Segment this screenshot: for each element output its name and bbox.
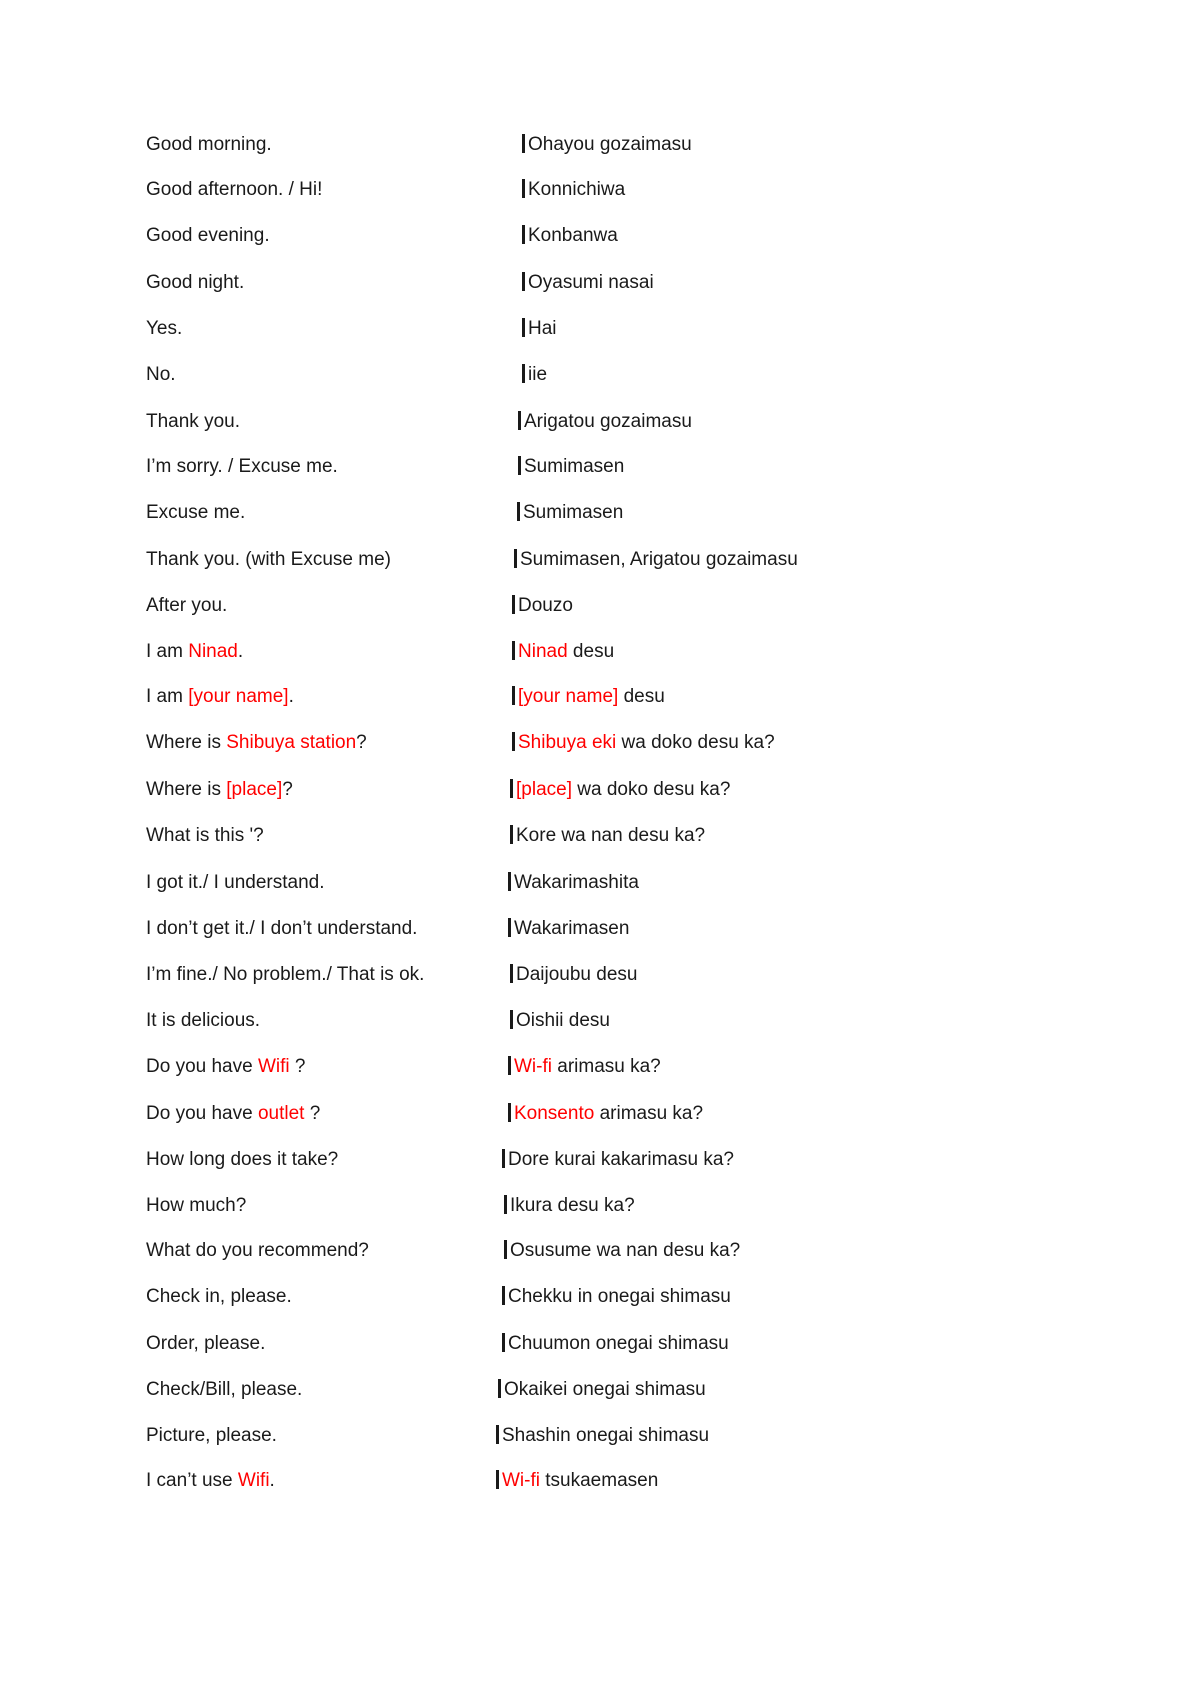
separator-bar — [508, 1056, 511, 1075]
phrase-row — [146, 1008, 1106, 1034]
english-phrase — [146, 223, 270, 249]
separator-bar — [512, 595, 515, 614]
phrase-text: Good morning. — [146, 134, 272, 155]
english-phrase — [146, 1008, 260, 1034]
phrase-row — [146, 1101, 1106, 1127]
phrase-text: Arigatou gozaimasu — [524, 411, 692, 432]
phrase-row — [146, 270, 1106, 296]
english-phrase — [146, 409, 240, 435]
phrase-row — [146, 1193, 1106, 1219]
english-phrase — [146, 362, 176, 388]
phrase-text: I am — [146, 641, 189, 662]
highlighted-term: [place] — [226, 779, 283, 800]
separator-bar — [522, 134, 525, 153]
phrase-text: Where is — [146, 779, 227, 800]
japanese-phrase — [512, 593, 573, 619]
japanese-phrase — [522, 132, 692, 158]
separator-bar — [502, 1286, 505, 1305]
phrase-row — [146, 777, 1106, 803]
separator-bar — [496, 1470, 499, 1489]
phrase-text: Good night. — [146, 272, 245, 293]
phrase-text: arimasu ka? — [551, 1056, 661, 1077]
english-phrase — [146, 916, 417, 942]
phrase-text: Chekku in onegai shimasu — [508, 1286, 731, 1307]
phrase-text: ? — [289, 1056, 306, 1077]
phrase-text: arimasu ka? — [594, 1103, 704, 1124]
japanese-phrase — [504, 1238, 740, 1264]
phrase-row — [146, 1284, 1106, 1310]
phrase-text: Konbanwa — [528, 225, 618, 246]
phrase-text: wa doko desu ka? — [616, 732, 775, 753]
english-phrase — [146, 454, 338, 480]
phrase-row — [146, 316, 1106, 342]
phrase-text: Wakarimasen — [514, 918, 630, 939]
japanese-phrase — [518, 454, 624, 480]
english-phrase — [146, 639, 243, 665]
phrase-text: desu — [618, 686, 665, 707]
phrase-text: Check/Bill, please. — [146, 1379, 303, 1400]
phrase-text: Hai — [528, 318, 557, 339]
english-phrase — [146, 1193, 246, 1219]
phrase-text: Good afternoon. / Hi! — [146, 179, 323, 200]
phrase-text: No. — [146, 364, 176, 385]
phrase-text: Oyasumi nasai — [528, 272, 654, 293]
phrase-text: Excuse me. — [146, 502, 246, 523]
phrase-text: I’m fine./ No problem./ That is ok. — [146, 964, 425, 985]
phrase-text: Kore wa nan desu ka? — [516, 825, 706, 846]
separator-bar — [517, 502, 520, 521]
phrase-row — [146, 870, 1106, 896]
english-phrase — [146, 730, 367, 756]
english-phrase — [146, 1468, 275, 1494]
phrase-text: Picture, please. — [146, 1425, 277, 1446]
phrase-text: Do you have — [146, 1103, 258, 1124]
japanese-phrase — [512, 684, 665, 710]
phrase-text: Daijoubu desu — [516, 964, 638, 985]
phrase-text: . — [237, 641, 244, 662]
phrase-text: Osusume wa nan desu ka? — [510, 1240, 741, 1261]
phrase-row — [146, 1147, 1106, 1173]
japanese-phrase — [522, 270, 654, 296]
english-phrase — [146, 1147, 338, 1173]
japanese-phrase — [508, 1101, 703, 1127]
english-phrase — [146, 1238, 369, 1264]
english-phrase — [146, 547, 391, 573]
phrase-text: desu — [567, 641, 615, 662]
separator-bar — [510, 1010, 513, 1029]
phrase-text: After you. — [146, 595, 228, 616]
phrase-text: Sumimasen — [523, 502, 624, 523]
highlighted-term: Ninad — [188, 641, 238, 662]
phrase-text: I am — [146, 686, 189, 707]
english-phrase — [146, 1054, 305, 1080]
english-phrase — [146, 270, 244, 296]
phrase-text: I can’t use — [146, 1470, 238, 1491]
japanese-phrase — [514, 547, 798, 573]
english-phrase — [146, 870, 325, 896]
phrase-row — [146, 962, 1106, 988]
separator-bar — [498, 1379, 501, 1398]
japanese-phrase — [522, 362, 547, 388]
separator-bar — [518, 456, 521, 475]
highlighted-term: [your name] — [518, 686, 619, 707]
separator-bar — [512, 732, 515, 751]
japanese-phrase — [510, 1008, 610, 1034]
highlighted-term: Wi-fi — [502, 1470, 540, 1491]
japanese-phrase — [502, 1147, 734, 1173]
japanese-phrase — [496, 1423, 709, 1449]
phrase-text: How long does it take? — [146, 1149, 339, 1170]
english-phrase — [146, 177, 322, 203]
japanese-phrase — [508, 916, 629, 942]
phrase-text: Okaikei onegai shimasu — [504, 1379, 706, 1400]
phrase-row — [146, 1238, 1106, 1264]
english-phrase — [146, 684, 294, 710]
highlighted-term: Wifi — [257, 1056, 290, 1077]
phrase-text: I’m sorry. / Excuse me. — [146, 456, 338, 477]
phrase-text: Good evening. — [146, 225, 270, 246]
phrase-text: Do you have — [146, 1056, 258, 1077]
phrase-row — [146, 1423, 1106, 1449]
japanese-phrase — [522, 177, 625, 203]
phrase-text: Thank you. (with Excuse me) — [146, 549, 391, 570]
phrase-row — [146, 823, 1106, 849]
separator-bar — [502, 1333, 505, 1352]
phrase-text: Chuumon onegai shimasu — [508, 1333, 729, 1354]
japanese-phrase — [512, 730, 775, 756]
phrase-row — [146, 409, 1106, 435]
phrase-text: iie — [528, 364, 548, 385]
highlighted-term: Ninad — [518, 641, 568, 662]
separator-bar — [510, 964, 513, 983]
highlighted-term: Shibuya station — [226, 732, 357, 753]
phrase-row — [146, 132, 1106, 158]
phrase-row — [146, 454, 1106, 480]
japanese-phrase — [508, 870, 639, 896]
separator-bar — [518, 411, 521, 430]
separator-bar — [522, 179, 525, 198]
phrase-row — [146, 1468, 1106, 1494]
phrase-text: Wakarimashita — [514, 872, 639, 893]
separator-bar — [510, 825, 513, 844]
separator-bar — [502, 1149, 505, 1168]
phrase-row — [146, 639, 1106, 665]
phrase-text: ? — [282, 779, 293, 800]
phrase-text: It is delicious. — [146, 1010, 261, 1031]
phrase-text: Oishii desu — [516, 1010, 610, 1031]
phrase-row — [146, 684, 1106, 710]
phrase-text: Dore kurai kakarimasu ka? — [508, 1149, 734, 1170]
highlighted-term: [place] — [516, 779, 572, 800]
english-phrase — [146, 1377, 302, 1403]
separator-bar — [510, 779, 513, 798]
highlighted-term: Wifi — [237, 1470, 270, 1491]
phrase-text: Konnichiwa — [528, 179, 626, 200]
phrase-row — [146, 1331, 1106, 1357]
separator-bar — [522, 225, 525, 244]
english-phrase — [146, 316, 182, 342]
separator-bar — [512, 686, 515, 705]
highlighted-term: Shibuya eki — [518, 732, 617, 753]
separator-bar — [504, 1195, 507, 1214]
phrase-text: Where is — [146, 732, 227, 753]
english-phrase — [146, 777, 293, 803]
phrase-text: tsukaemasen — [539, 1470, 659, 1491]
japanese-phrase — [510, 823, 705, 849]
english-phrase — [146, 500, 245, 526]
phrase-row — [146, 500, 1106, 526]
japanese-phrase — [518, 409, 692, 435]
japanese-phrase — [510, 777, 730, 803]
separator-bar — [522, 318, 525, 337]
japanese-phrase — [510, 962, 637, 988]
japanese-phrase — [502, 1331, 729, 1357]
english-phrase — [146, 593, 227, 619]
phrase-text: Thank you. — [146, 411, 240, 432]
english-phrase — [146, 1284, 292, 1310]
highlighted-term: Wi-fi — [514, 1056, 552, 1077]
phrase-text: What is this '? — [146, 825, 264, 846]
phrase-row — [146, 362, 1106, 388]
phrase-row — [146, 593, 1106, 619]
separator-bar — [496, 1425, 499, 1444]
phrase-text: . — [288, 686, 294, 707]
highlighted-term: [your name] — [188, 686, 289, 707]
phrase-text: Yes. — [146, 318, 183, 339]
phrase-text: I got it./ I understand. — [146, 872, 325, 893]
separator-bar — [508, 872, 511, 891]
phrase-text: How much? — [146, 1195, 247, 1216]
highlighted-term: outlet — [257, 1103, 305, 1124]
japanese-phrase — [496, 1468, 658, 1494]
phrase-text: Ikura desu ka? — [510, 1195, 635, 1216]
highlighted-term: Konsento — [514, 1103, 595, 1124]
japanese-phrase — [517, 500, 623, 526]
phrase-row — [146, 916, 1106, 942]
japanese-phrase — [504, 1193, 635, 1219]
separator-bar — [508, 1103, 511, 1122]
phrase-row — [146, 177, 1106, 203]
phrase-text: wa doko desu ka? — [571, 779, 731, 800]
phrase-text: Ohayou gozaimasu — [528, 134, 692, 155]
separator-bar — [508, 918, 511, 937]
separator-bar — [512, 641, 515, 660]
phrase-row — [146, 1054, 1106, 1080]
japanese-phrase — [512, 639, 614, 665]
phrase-text: ? — [304, 1103, 321, 1124]
phrase-text: Shashin onegai shimasu — [502, 1425, 710, 1446]
separator-bar — [514, 549, 517, 568]
separator-bar — [504, 1240, 507, 1259]
phrase-text: Sumimasen — [524, 456, 625, 477]
japanese-phrase — [522, 223, 618, 249]
phrase-text: Douzo — [518, 595, 573, 616]
english-phrase — [146, 1101, 320, 1127]
english-phrase — [146, 962, 424, 988]
japanese-phrase — [502, 1284, 731, 1310]
phrase-text: Sumimasen, Arigatou gozaimasu — [520, 549, 798, 570]
phrase-text: Check in, please. — [146, 1286, 292, 1307]
phrase-text: What do you recommend? — [146, 1240, 369, 1261]
separator-bar — [522, 364, 525, 383]
phrase-text: I don’t get it./ I don’t understand. — [146, 918, 418, 939]
phrase-row — [146, 1377, 1106, 1403]
phrase-row — [146, 547, 1106, 573]
english-phrase — [146, 1331, 265, 1357]
japanese-phrase — [522, 316, 557, 342]
phrase-row — [146, 730, 1106, 756]
japanese-phrase — [498, 1377, 706, 1403]
english-phrase — [146, 132, 272, 158]
english-phrase — [146, 823, 264, 849]
phrase-text: Order, please. — [146, 1333, 266, 1354]
phrase-row — [146, 223, 1106, 249]
japanese-phrase — [508, 1054, 661, 1080]
english-phrase — [146, 1423, 277, 1449]
phrase-text: . — [269, 1470, 275, 1491]
phrase-text: ? — [356, 732, 367, 753]
separator-bar — [522, 272, 525, 291]
